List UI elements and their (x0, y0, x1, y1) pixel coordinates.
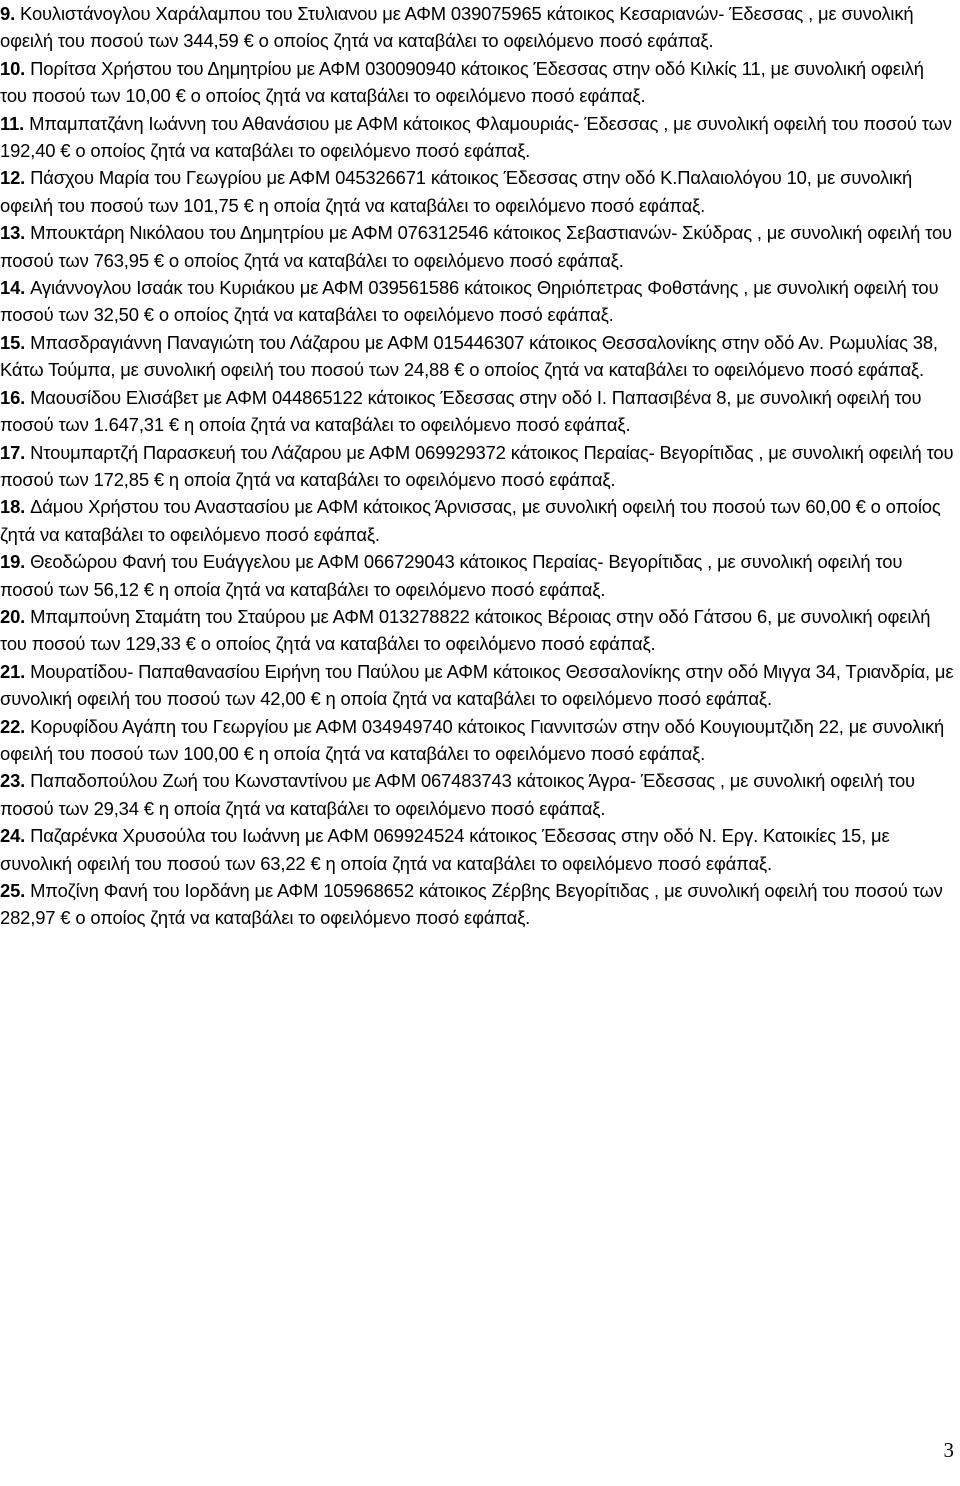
item-text: Αγιάννογλου Ισαάκ του Κυριάκου με ΑΦΜ 039561586 κάτοικος Θηριόπετρας Φοθστάνης , με συνολική οφειλή του ποσού των 32,50 € ο οποίος ζητά να καταβάλει το οφειλόμενο ποσό εφάπαξ. (0, 277, 939, 326)
item-text: Μποζίνη Φανή του Ιορδάνη με ΑΦΜ 105968652 κάτοικος Ζέρβης Βεγορίτιδας , με συνολική οφειλή του ποσού των 282,97 € ο οποίος ζητά να καταβάλει το οφειλόμενο ποσό εφάπαξ. (0, 880, 943, 929)
item-number: 19. (0, 551, 26, 573)
item-number: 24. (0, 825, 26, 847)
item-number: 13. (0, 222, 26, 244)
item-text: Μαουσίδου Ελισάβετ με ΑΦΜ 044865122 κάτοικος Έδεσσας στην οδό Ι. Παπασιβένα 8, με συνολική οφειλή του ποσού των 1.647,31 € η οποία ζητά να καταβάλει το οφειλόμενο ποσό εφάπαξ. (0, 386, 922, 436)
item-text: Μπαμπατζάνη Ιωάννη του Αθανάσιου με ΑΦΜ κάτοικος Φλαμουριάς- Έδεσσας , με συνολική οφειλή του ποσού των 192,40 € ο οποίος ζητά να καταβάλει το οφειλόμενο ποσό εφάπαξ. (0, 112, 952, 162)
list-item (0, 110, 960, 165)
item-number: 22. (0, 715, 26, 737)
list-item (0, 767, 960, 822)
list-item (0, 658, 960, 713)
item-number: 17. (0, 441, 26, 463)
list-item (0, 548, 960, 603)
item-number: 10. (0, 57, 26, 79)
item-number: 15. (0, 331, 26, 353)
item-number: 21. (0, 660, 26, 682)
item-text: Μπαμπούνη Σταμάτη του Σταύρου με ΑΦΜ 013278822 κάτοικος Βέροιας στην οδό Γάτσου 6, με συνολική οφειλή του ποσού των 129,33 € ο οποίος ζητά να καταβάλει το οφειλόμενο ποσό εφάπαξ. (0, 605, 931, 655)
list-item (0, 384, 960, 439)
item-text: Μπασδραγιάννη Παναγιώτη του Λάζαρου με ΑΦΜ 015446307 κάτοικος Θεσσαλονίκης στην οδό Αν. Ρωμυλίας 38, Κάτω Τούμπα, με συνολική οφειλή του ποσού των 24,88 € ο οποίος ζητά να καταβάλει το οφειλόμενο ποσό εφάπαξ. (0, 331, 938, 381)
item-text: Παζαρένκα Χρυσούλα του Ιωάννη με ΑΦΜ 069924524 κάτοικος Έδεσσας στην οδό Ν. Εργ. Κατοικίες 15, με συνολική οφειλή του ποσού των 63,22 € η οποία ζητά να καταβάλει το οφειλόμενο ποσό εφάπαξ. (0, 825, 890, 874)
item-number: 12. (0, 167, 26, 189)
item-number: 20. (0, 605, 26, 627)
list-item (0, 274, 960, 329)
item-text: Δάμου Χρήστου του Αναστασίου με ΑΦΜ κάτοικος Άρνισσας, με συνολική οφειλή του ποσού των 60,00 € ο οποίος ζητά να καταβάλει το οφειλόμενο ποσό εφάπαξ. (0, 496, 941, 545)
item-text: Κορυφίδου Αγάπη του Γεωργίου με ΑΦΜ 034949740 κάτοικος Γιαννιτσών στην οδό Κουγιουμτζιδη 22, με συνολική οφειλή του ποσού των 100,00 € η οποία ζητά να καταβάλει το οφειλόμενο ποσό εφάπαξ. (0, 715, 945, 764)
item-text: Μπουκτάρη Νικόλαου του Δημητρίου με ΑΦΜ 076312546 κάτοικος Σεβαστιανών- Σκύδρας , με συνολική οφειλή του ποσού των 763,95 € ο οποίος ζητά να καταβάλει το οφειλόμενο ποσό εφάπαξ. (0, 222, 952, 271)
list-item (0, 493, 960, 548)
item-number: 25. (0, 880, 26, 901)
item-text: Πορίτσα Χρήστου του Δημητρίου με ΑΦΜ 030090940 κάτοικος Έδεσσας στην οδό Κιλκίς 11, με συνολική οφειλή του ποσού των 10,00 € ο οποίος ζητά να καταβάλει το οφειλόμενο ποσό εφάπαξ. (0, 57, 924, 107)
item-text: Πάσχου Μαρία του Γεωγρίου με ΑΦΜ 045326671 κάτοικος Έδεσσας στην οδό Κ.Παλαιολόγου 10, με συνολική οφειλή του ποσού των 101,75 € η οποία ζητά να καταβάλει το οφειλόμενο ποσό εφάπαξ. (0, 167, 913, 216)
item-text: Κουλιστάνογλου Χαράλαμπου του Στυλιανου με ΑΦΜ 039075965 κάτοικος Κεσαριανών- Έδεσσας , με συνολική οφειλή του ποσού των 344,59 € ο οποίος ζητά να καταβάλει το οφειλόμενο ποσό εφάπαξ. (0, 3, 914, 52)
item-number: 9. (0, 3, 16, 24)
list-item (0, 219, 960, 274)
item-text: Μουρατίδου- Παπαθανασίου Ειρήνη του Παύλου με ΑΦΜ κάτοικος Θεσσαλονίκης στην οδό Μιγγα 34, Τριανδρία, με συνολική οφειλή του ποσού των 42,00 € η οποία ζητά να καταβάλει το οφειλόμενο ποσό εφάπαξ. (0, 660, 954, 710)
list-item (0, 713, 960, 768)
item-number: 18. (0, 496, 26, 518)
item-text: Ντουμπαρτζή Παρασκευή του Λάζαρου με ΑΦΜ 069929372 κάτοικος Περαίας- Βεγορίτιδας , με συνολική οφειλή του ποσού των 172,85 € η οποία ζητά να καταβάλει το οφειλόμενο ποσό εφάπαξ. (0, 441, 954, 490)
item-text: Θεοδώρου Φανή του Ευάγγελου με ΑΦΜ 066729043 κάτοικος Περαίας- Βεγορίτιδας , με συνολική οφειλή του ποσού των 56,12 € η οποία ζητά να καταβάλει το οφειλόμενο ποσό εφάπαξ. (0, 551, 903, 600)
page-number: 3 (943, 1438, 954, 1462)
list-item (0, 0, 960, 55)
list-item (0, 164, 960, 219)
item-number: 23. (0, 770, 26, 792)
item-number: 14. (0, 277, 26, 299)
list-item (0, 877, 960, 932)
item-text: Παπαδοπούλου Ζωή του Κωνσταντίνου με ΑΦΜ 067483743 κάτοικος Άγρα- Έδεσσας , με συνολική οφειλή του ποσού των 29,34 € η οποία ζητά να καταβάλει το οφειλόμενο ποσό εφάπαξ. (0, 770, 915, 819)
list-item (0, 439, 960, 494)
item-number: 11. (0, 112, 25, 134)
item-number: 16. (0, 386, 26, 408)
list-item (0, 329, 960, 384)
list-item (0, 55, 960, 110)
list-item (0, 603, 960, 658)
list-item (0, 822, 960, 877)
